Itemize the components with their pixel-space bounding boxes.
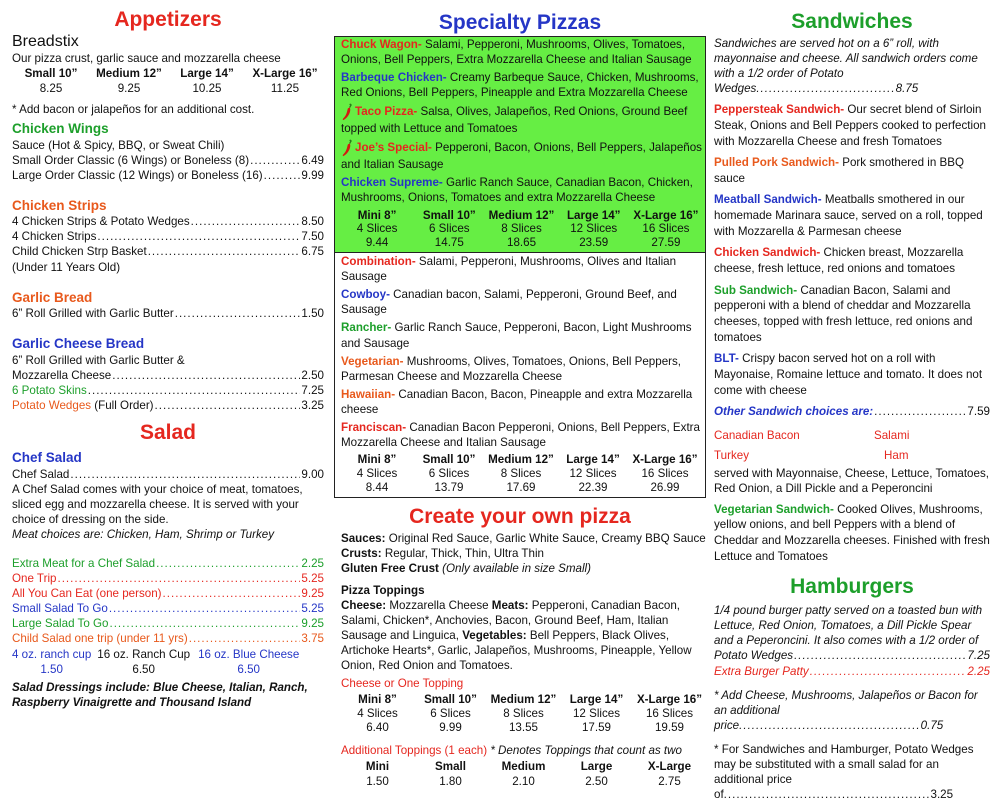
size-slices: 6 Slices: [430, 707, 471, 721]
sandwich-desc: Canadian Bacon, Salami and pepperoni with a blend of cheddar and Mozzarella cheeses, topped with fresh lettuce, red onions and tomatoes: [714, 283, 973, 344]
specialty-white-box: [334, 253, 706, 497]
size-price: 13.79: [434, 480, 464, 494]
menu-entry: [341, 103, 702, 136]
gf-line: Gluten Free Crust (Only available in size Small): [341, 561, 591, 575]
chef-salad-desc: A Chef Salad comes with your choice of meat, tomatoes, sliced egg and mozzarella cheese. It is served with your choice of dressing on the side.: [12, 482, 303, 526]
sandwich-desc: Crispy bacon served hot on a roll with Mayonaise, Romaine lettuce and tomato. It does not come with cheese: [714, 352, 983, 397]
dot-leader: [250, 153, 300, 168]
menu-entry: [341, 354, 701, 384]
size-label: Small 10”: [24, 66, 78, 80]
dot-leader: [148, 244, 301, 259]
choice-salami: Salami: [874, 429, 910, 443]
sandwich-entry: [714, 245, 990, 276]
sandwich-name: Meatball Sandwich-: [714, 193, 822, 207]
item-price: 9.25: [301, 617, 324, 631]
cup-label: 16 oz. Ranch Cup: [97, 648, 191, 662]
size-price: 1.50: [366, 774, 389, 788]
item-name: Child Salad one trip (under 11 yrs): [12, 632, 188, 646]
size-price: 2.10: [512, 774, 535, 788]
sandwich-name: Sub Sandwich-: [714, 283, 798, 297]
size-cell: [341, 453, 413, 495]
sandwiches-title: Sandwiches: [791, 10, 913, 33]
menu-entry: [341, 139, 702, 172]
size-slices: 12 Slices: [570, 222, 618, 236]
entry-desc: Salami, Pepperoni, Mushrooms, Olives and Italian Sausage: [341, 255, 677, 284]
entry-desc: Canadian Bacon, Bacon, Pineapple and extra Mozzarella cheese: [341, 387, 693, 416]
size-cell: [341, 209, 413, 251]
additional-toppings-sizes: [341, 760, 706, 789]
ranch-cups: [12, 647, 324, 677]
green-pizza-list: [341, 37, 702, 206]
size-price: 9.25: [117, 81, 141, 95]
item-name: Small Salad To Go: [12, 602, 108, 616]
item-price: 5.25: [301, 602, 324, 616]
size-price: 9.99: [439, 721, 462, 735]
green-size-table: [341, 209, 702, 251]
size-cell: [341, 760, 414, 789]
size-price: 26.99: [650, 480, 680, 494]
dot-leader: [189, 631, 301, 646]
size-slices: 4 Slices: [356, 222, 398, 236]
size-price: 17.69: [506, 480, 536, 494]
size-price: 2.50: [585, 774, 608, 788]
sandwich-desc: Our secret blend of Sirloin Steak, Onions and Bell Peppers cooked to perfection with Mozzarella Cheese and fresh Tomatoes: [714, 103, 986, 148]
size-cell: [413, 453, 485, 495]
menu-entry: [341, 70, 702, 100]
chicken-wings-title: Chicken Wings: [12, 121, 109, 137]
entry-name: Taco Pizza-: [355, 105, 418, 119]
size-slices: 8 Slices: [501, 222, 542, 236]
menu-entry: [341, 320, 701, 350]
column-left: [12, 0, 324, 710]
size-label: Large 14”: [180, 66, 234, 80]
salad-title: Salad: [139, 420, 197, 444]
size-price: 14.75: [434, 236, 464, 250]
sandwich-served: served with Mayonnaise, Cheese, Lettuce, Tomatoes, Red Onion, a Dill Pickle and a Peperoncini: [714, 466, 989, 495]
item-price: 8.50: [301, 215, 324, 229]
size-price: 9.44: [365, 236, 389, 250]
size-label: X-Large: [647, 760, 692, 774]
garlic-bread-item: 6” Roll Grilled with Garlic Butter ..... 1.50: [12, 306, 324, 321]
entry-desc: Garlic Ranch Sauce, Canadian Bacon, Chicken, Mushrooms, Onions, Tomatoes and extra Mozzarella Cheese: [341, 176, 693, 205]
entry-desc: Canadian Bacon Pepperoni, Onions, Bell Peppers, Extra Mozzarella Cheese and Italian Sausage: [341, 420, 700, 449]
size-price: 27.59: [651, 236, 681, 250]
salad-extras-list: [12, 556, 324, 646]
sandwich-entry: [714, 283, 990, 346]
size-label: Small 10”: [422, 208, 476, 222]
cup-label: 16 oz. Blue Cheese: [198, 648, 300, 662]
appetizer-note: * Add bacon or jalapeños for an additional cost.: [12, 102, 255, 116]
chili-pepper-icon: [341, 139, 353, 157]
sandwich-name: BLT-: [714, 352, 739, 366]
size-price: 11.25: [270, 81, 300, 95]
size-cell: [629, 453, 701, 495]
size-price: 23.59: [579, 236, 609, 250]
menu-entry: [341, 37, 702, 67]
size-slices: 6 Slices: [429, 222, 470, 236]
specialty-green-box: [334, 36, 706, 253]
menu-item: [12, 616, 324, 631]
crusts-line: Crusts: Regular, Thick, Thin, Ultra Thin: [341, 546, 544, 560]
size-slices: 16 Slices: [645, 707, 694, 721]
specialty-title: Specialty Pizzas: [438, 11, 602, 34]
strips-list: [12, 214, 324, 259]
menu-item: [12, 153, 324, 168]
size-cell: [487, 693, 560, 735]
menu-entry: [341, 175, 702, 205]
size-label: X-Large 16”: [636, 693, 703, 707]
sandwich-intro: Sandwiches are served hot on a 6” roll, with mayonnaise and cheese. All sandwich orders come with a 1/2 order of Potato Wedges.................................8.75: [714, 37, 978, 96]
column-right: [714, 0, 990, 802]
size-cell: [630, 209, 702, 251]
entry-desc: Salami, Pepperoni, Mushrooms, Olives, Tomatoes, Onions, Bell Peppers, Extra Mozzarella Cheese and Italian Sausage: [341, 38, 692, 67]
hamburger-add-note: * Add Cheese, Mushrooms, Jalapeños or Bacon for an additional price...........................................0.75: [714, 688, 978, 732]
size-label: Small 10”: [422, 452, 476, 466]
item-name: 4 Chicken Strips: [12, 230, 97, 244]
size-label: Small: [435, 760, 466, 774]
size-price: 1.80: [439, 774, 462, 788]
item-name: All You Can Eat (one person): [12, 586, 162, 600]
sandwich-entry: [714, 192, 990, 239]
size-cell: [413, 209, 485, 251]
size-cell: [485, 209, 557, 251]
white-size-table: [341, 453, 701, 495]
size-slices: 4 Slices: [356, 466, 398, 480]
wedges-substitute-note: * For Sandwiches and Hamburger, Potato Wedges may be substituted with a small salad for an additional price of.................................................3.25: [714, 742, 974, 801]
cup-price: 1.50: [40, 663, 63, 677]
item-price: 2.25: [301, 556, 324, 570]
size-cell: [414, 693, 487, 735]
entry-name: Cowboy-: [341, 288, 390, 302]
menu-item: [12, 586, 324, 601]
chicken-strips-title: Chicken Strips: [12, 197, 107, 213]
size-label: X-Large 16”: [633, 208, 699, 222]
size-label: Large 14”: [569, 693, 624, 707]
entry-desc: Garlic Ranch Sauce, Pepperoni, Bacon, Light Mushrooms and Sausage: [341, 321, 692, 350]
size-label: Mini 8”: [357, 452, 397, 466]
entry-name: Franciscan-: [341, 420, 407, 434]
size-slices: 6 Slices: [428, 466, 470, 480]
meat-choices: Meat choices are: Chicken, Ham, Shrimp or Turkey: [12, 527, 275, 541]
entry-desc: Canadian bacon, Salami, Pepperoni, Ground Beef, and Sausage: [341, 288, 677, 317]
breadstix-name: Breadstix: [12, 33, 79, 50]
dot-leader: [156, 556, 300, 571]
dot-leader: [109, 601, 301, 616]
dot-leader: [109, 616, 300, 631]
item-name: 4 Chicken Strips & Potato Wedges: [12, 215, 190, 229]
size-label: Large 14”: [566, 208, 621, 222]
entry-desc: Pepperoni, Bacon, Onions, Bell Peppers, Jalapeños and Italian Sausage: [341, 141, 702, 172]
hamburger-desc: 1/4 pound burger patty served on a toasted bun with Lettuce, Red Onion, Tomatoes, a Dill Pickle Spear and a Peperoncini. It also comes with a 1/2 order of: [714, 604, 983, 648]
entry-name: Combination-: [341, 255, 416, 269]
size-label: Large 14”: [566, 452, 620, 466]
item-name: Extra Meat for a Chef Salad: [12, 556, 156, 570]
toppings-desc: Cheese: Mozzarella Cheese Meats: Pepperoni, Canadian Bacon, Salami, Chicken*, Anchovies, Bacon, Ground Beef, Ham, Italian Sausage and Linguica, Vegetables: Bell Peppers, Black Olives, Artichoke Hearts*, Garlic, Jalapeños, Mushrooms, Pineapple, Yellow Onion, Red Onion and Tomatoes.: [341, 598, 692, 673]
menu-entry: [341, 287, 701, 317]
create-title: Create your own pizza: [409, 504, 631, 528]
size-cell: [558, 209, 630, 251]
size-slices: 16 Slices: [642, 222, 690, 236]
entry-name: Chicken Supreme-: [341, 176, 443, 190]
hamburgers-title: Hamburgers: [790, 575, 914, 599]
entry-name: Hawaiian-: [341, 387, 396, 401]
sandwich-choices: [714, 426, 990, 465]
sandwich-desc: Pork smothered in BBQ sauce: [714, 156, 964, 185]
entry-name: Vegetarian-: [341, 354, 404, 368]
size-slices: 4 Slices: [357, 707, 398, 721]
entry-desc: Creamy Barbeque Sauce, Chicken, Mushrooms, Red Onions, Bell Peppers, Pineapple and Extra Mozzarella Cheese: [341, 71, 699, 100]
size-price: 13.55: [508, 721, 538, 735]
size-price: 2.75: [658, 774, 681, 788]
sandwich-list: [714, 102, 990, 398]
sandwich-name: Peppersteak Sandwich-: [714, 103, 845, 117]
size-cell: [560, 693, 633, 735]
size-slices: 8 Slices: [500, 466, 542, 480]
hamburger-item: Potato Wedges ..... 7.25: [714, 648, 990, 663]
sandwich-name: Pulled Pork Sandwich-: [714, 156, 839, 170]
cup-option: [198, 647, 299, 677]
create-section: [334, 531, 706, 789]
sauces-line: Sauces: Original Red Sauce, Garlic White Sauce, Creamy BBQ Sauce: [341, 531, 706, 545]
wings-sauce: Sauce (Hot & Spicy, BBQ, or Sweat Chili): [12, 138, 225, 152]
size-slices: 12 Slices: [569, 466, 617, 480]
garlic-cheese-item: Mozzarella Cheese ..... 2.50: [12, 368, 324, 383]
choice-canadian-bacon: Canadian Bacon: [714, 429, 800, 443]
sandwich-entry: [714, 155, 990, 186]
size-price: 10.25: [192, 81, 222, 95]
size-label: Medium 12”: [96, 66, 162, 80]
potato-skins-item: 6 Potato Skins ..... 7.25: [12, 383, 324, 398]
dot-leader: [163, 586, 301, 601]
item-price: 9.99: [301, 168, 324, 182]
wings-list: [12, 153, 324, 183]
sandwich-entry: [714, 102, 990, 149]
salad-dressings: Salad Dressings include: Blue Cheese, Italian, Ranch, Raspberry Vinaigrette and Thousand Island: [12, 681, 308, 710]
garlic-cheese-line: 6” Roll Grilled with Garlic Butter &: [12, 353, 185, 367]
size-cell: [633, 693, 706, 735]
item-price: 7.50: [301, 230, 324, 244]
item-name: Large Salad To Go: [12, 617, 109, 631]
size-cell: [414, 760, 487, 789]
chef-salad-item: Chef Salad ..... 9.00: [12, 467, 324, 482]
entry-name: Joe’s Special-: [355, 141, 432, 155]
chef-salad-title: Chef Salad: [12, 449, 82, 465]
size-label: Mini: [365, 760, 390, 774]
cheese-topping-sizes: [341, 693, 706, 735]
breadstix-sizes: [12, 66, 324, 96]
sandwich-desc: Chicken breast, Mozzarella cheese, fresh lettuce, red onions and tomatoes: [714, 246, 964, 276]
menu-item: [12, 214, 324, 229]
garlic-bread-title: Garlic Bread: [12, 289, 93, 305]
dot-leader: [191, 214, 301, 229]
size-price: 19.59: [654, 721, 684, 735]
cup-price: 6.50: [237, 663, 260, 677]
additional-toppings-line: Additional Toppings (1 each) * Denotes Toppings that count as two: [341, 744, 682, 758]
toppings-title: Pizza Toppings: [341, 583, 425, 597]
appetizers-title: Appetizers: [114, 8, 222, 31]
menu-entry: [341, 420, 701, 450]
size-label: Mini 8”: [358, 693, 397, 707]
menu-entry: [341, 254, 701, 284]
dot-leader: [57, 571, 300, 586]
vegetarian-sandwich: Vegetarian Sandwich- Cooked Olives, Mushrooms, yellow onions, and bell Peppers with a blend of Cheddar and Mozzarella cheeses. Finished with fresh Lettuce and Tomatoes: [714, 502, 990, 563]
garlic-cheese-title: Garlic Cheese Bread: [12, 336, 145, 352]
menu-item: [12, 601, 324, 616]
size-price: 17.59: [581, 721, 611, 735]
size-label: Small 10”: [424, 693, 477, 707]
breadstix-desc: Our pizza crust, garlic sauce and mozzarella cheese: [12, 51, 281, 65]
entry-desc: Mushrooms, Olives, Tomatoes, Onions, Bell Peppers, Parmesan Cheese and Mozzarella Cheese: [341, 354, 682, 383]
size-label: X-Large 16”: [252, 66, 318, 80]
item-price: 6.49: [301, 153, 324, 167]
size-slices: 8 Slices: [503, 707, 544, 721]
item-price: 6.75: [301, 245, 324, 259]
size-cell: [485, 453, 557, 495]
size-cell: [557, 453, 629, 495]
extra-patty-item: Extra Burger Patty ..... 2.25: [714, 664, 990, 679]
size-label: Medium: [501, 760, 546, 774]
strips-note: (Under 11 Years Old): [12, 260, 121, 274]
menu-item: [12, 556, 324, 571]
item-name: Small Order Classic (6 Wings) or Boneless (8): [12, 153, 250, 167]
size-label: Mini 8”: [357, 208, 397, 222]
size-cell: [12, 66, 90, 96]
size-price: 8.44: [365, 480, 389, 494]
size-price: 22.39: [578, 480, 608, 494]
sandwich-entry: [714, 351, 990, 398]
sandwich-name: Chicken Sandwich-: [714, 246, 821, 260]
size-label: Medium 12”: [488, 208, 555, 222]
size-price: 18.65: [507, 236, 537, 250]
size-label: Medium 12”: [488, 452, 554, 466]
size-cell: [168, 66, 246, 96]
size-label: Medium 12”: [490, 693, 557, 707]
size-cell: [246, 66, 324, 96]
size-cell: [560, 760, 633, 789]
entry-name: Rancher-: [341, 321, 392, 335]
menu-item: [12, 244, 324, 259]
menu-entry: [341, 387, 701, 417]
size-cell: [487, 760, 560, 789]
choice-turkey: Turkey: [714, 448, 750, 462]
menu-item: [12, 229, 324, 244]
entry-name: Chuck Wagon-: [341, 38, 422, 51]
item-price: 5.25: [301, 571, 324, 585]
sandwich-desc: Meatballs smothered in our homemade Marinara sauce, served on a roll, topped with Mozzarella & Parmesan cheese: [714, 193, 983, 238]
entry-name: Barbeque Chicken-: [341, 71, 447, 85]
entry-desc: Salsa, Olives, Jalapeños, Red Onions, Ground Beef topped with Lettuce and Tomatoes: [341, 105, 688, 136]
dot-leader: [264, 168, 301, 183]
chili-pepper-icon: [341, 103, 353, 121]
item-price: 9.25: [301, 586, 324, 600]
other-sandwich-choices: Other Sandwich choices are: ..... 7.59: [714, 404, 990, 419]
dot-leader: [97, 229, 300, 244]
potato-wedges-item: Potato Wedges (Full Order) ..... 3.25: [12, 398, 324, 413]
size-cell: [90, 66, 168, 96]
cup-option: [12, 647, 91, 677]
item-name: Large Order Classic (12 Wings) or Boneless (16): [12, 168, 263, 182]
white-pizza-list: [341, 254, 701, 450]
choice-ham: Ham: [884, 448, 909, 462]
cup-label: 4 oz. ranch cup: [12, 648, 92, 662]
column-middle: [334, 0, 706, 789]
menu-item: [12, 571, 324, 586]
item-price: 3.75: [301, 632, 324, 646]
size-cell: [341, 693, 414, 735]
menu-item: [12, 168, 324, 183]
cup-option: [97, 647, 190, 677]
size-price: 6.40: [366, 721, 389, 735]
size-label: X-Large 16”: [632, 452, 698, 466]
cheese-topping-label: Cheese or One Topping: [341, 677, 464, 691]
size-slices: 16 Slices: [641, 466, 689, 480]
item-name: One Trip: [12, 571, 57, 585]
size-label: Large: [580, 760, 613, 774]
menu-item: [12, 631, 324, 646]
item-name: Child Chicken Strp Basket: [12, 245, 147, 259]
size-slices: 12 Slices: [572, 707, 621, 721]
cup-price: 6.50: [132, 663, 155, 677]
size-price: 8.25: [39, 81, 63, 95]
size-cell: [633, 760, 706, 789]
